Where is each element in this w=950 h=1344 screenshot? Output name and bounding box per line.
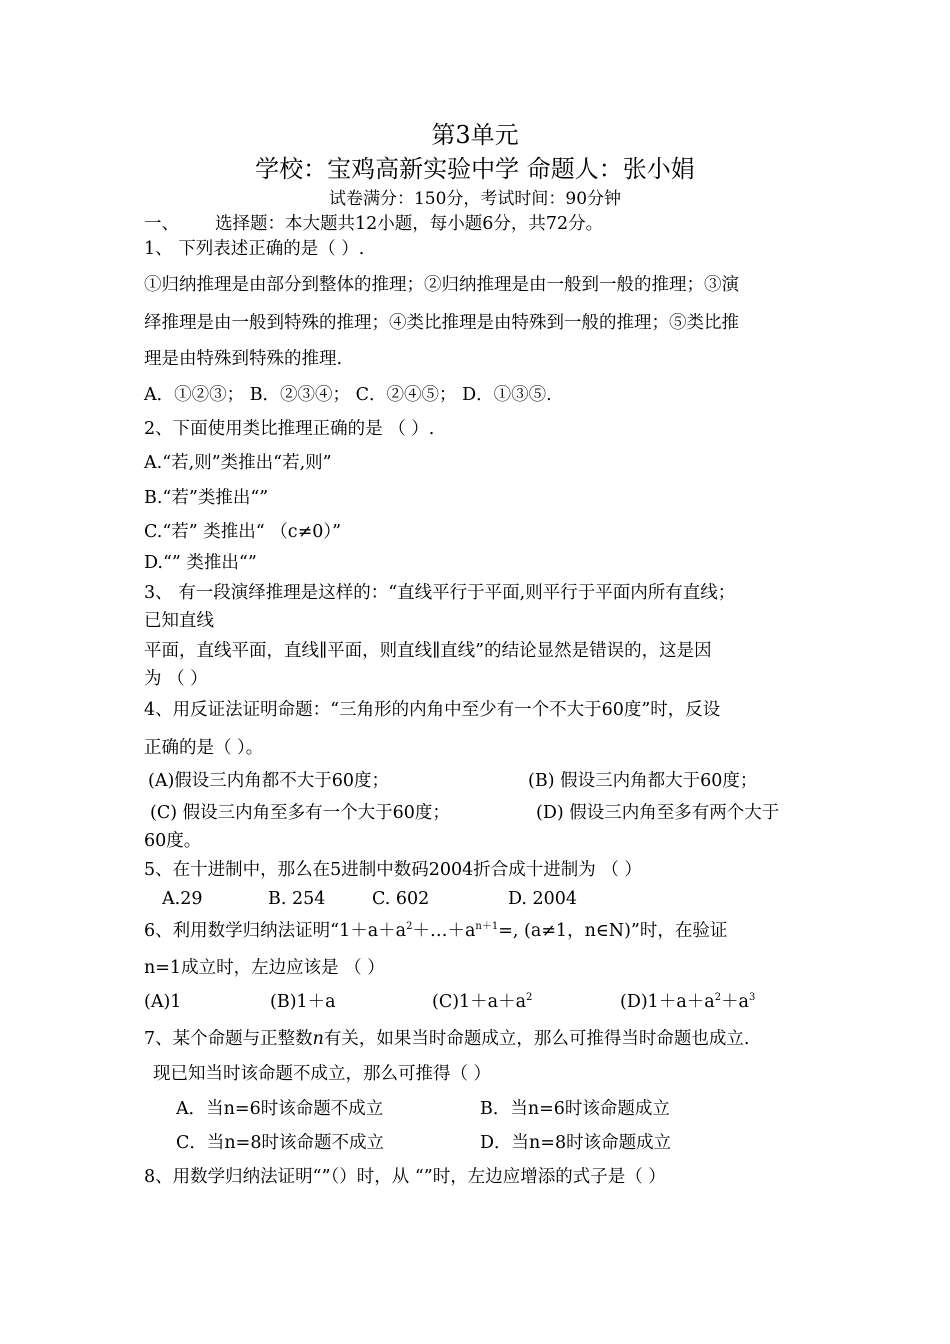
q3-line2: 已知直线	[144, 611, 214, 631]
q7-line2: 现已知当时该命题不成立，那么可推得（ ）	[153, 1064, 492, 1084]
q3-line4: 为 （ ）	[144, 669, 208, 689]
q1-stem: 1、 下列表述正确的是（ ）.	[144, 239, 365, 259]
q6-option-b: (B)1＋a	[270, 992, 336, 1012]
q1-text-line3: 理是由特殊到特殊的推理.	[144, 349, 343, 369]
q3-line3: 平面，直线平面，直线∥平面，则直线∥直线”的结论显然是错误的，这是因	[144, 641, 712, 661]
school-line: 学校：宝鸡高新实验中学 命题人：张小娟	[255, 155, 695, 183]
q2-option-d: D.“” 类推出“”	[144, 553, 257, 573]
q4-line2: 正确的是（ ）。	[144, 738, 264, 758]
section-number: 一、	[144, 214, 179, 234]
q1-text-line2: 绎推理是由一般到特殊的推理；④类比推理是由特殊到一般的推理；⑤类比推	[144, 313, 739, 333]
q5-option-c: C. 602	[372, 889, 430, 909]
q5-stem: 5、在十进制中，那么在5进制中数码2004折合成十进制为 （ ）	[144, 860, 642, 880]
q2-option-b: B.“若”类推出“”	[144, 488, 269, 508]
q6-option-c: $(C)1+a+a^2$	[432, 992, 533, 1012]
exam-info: 试卷满分：150分，考试时间：90分钟	[328, 189, 622, 209]
q6-line1: 6、利用数学归纳法证明“$1+a+a^2+\dots+a^{n+1}=$, (a≠1，n∈N)”时，在验证	[144, 921, 728, 941]
section-text: 选择题：本大题共12小题，每小题6分，共72分。	[215, 214, 604, 234]
q7-option-b: B．当n=6时该命题成立	[480, 1099, 670, 1119]
q4-option-b: (B) 假设三内角都大于60度；	[528, 771, 758, 791]
q4-option-a: (A)假设三内角都不大于60度；	[148, 771, 390, 791]
q2-option-c: C.“若” 类推出“ （c≠0）”	[144, 522, 342, 542]
q4-option-d: (D) 假设三内角至多有两个大于	[536, 803, 780, 823]
q5-option-b: B. 254	[268, 889, 326, 909]
section-heading	[144, 213, 603, 235]
q5-option-a: A.29	[162, 889, 203, 909]
q8-stem: 8、用数学归纳法证明“”（）时，从 “”时，左边应增添的式子是（ ）	[144, 1167, 666, 1187]
q6-option-d: $(D)1+a+a^2+a^3$	[620, 992, 756, 1012]
q4-line1: 4、用反证法证明命题：“三角形的内角中至少有一个不大于60度”时，反设	[144, 700, 721, 720]
q2-option-a: A.“若,则”类推出“若,则”	[144, 453, 332, 473]
q2-stem: 2、下面使用类比推理正确的是 （ ）.	[144, 419, 435, 439]
q5-option-d: D. 2004	[508, 889, 578, 909]
q7-option-c: C．当n=8时该命题不成立	[176, 1133, 384, 1153]
q7-option-d: D．当n=8时该命题成立	[480, 1133, 672, 1153]
q6-line2: n=1成立时，左边应该是 （ ）	[144, 958, 385, 978]
q1-options: A．①②③； B．②③④； C．②④⑤； D．①③⑤.	[144, 385, 552, 405]
q6-option-a: (A)1	[144, 992, 182, 1012]
q7-line1: 7、某个命题与正整数n有关，如果当时命题成立，那么可推得当时命题也成立.	[144, 1029, 750, 1049]
q1-text-line1: ①归纳推理是由部分到整体的推理；②归纳推理是由一般到一般的推理；③演	[144, 275, 739, 295]
unit-title: 第3单元	[431, 121, 519, 149]
q4-option-c: (C) 假设三内角至多有一个大于60度；	[150, 803, 450, 823]
q3-line1: 3、 有一段演绎推理是这样的：“直线平行于平面,则平行于平面内所有直线；	[144, 583, 736, 603]
q4-option-d-continued: 60度。	[144, 831, 202, 851]
q7-option-a: A．当n=6时该命题不成立	[176, 1099, 384, 1119]
